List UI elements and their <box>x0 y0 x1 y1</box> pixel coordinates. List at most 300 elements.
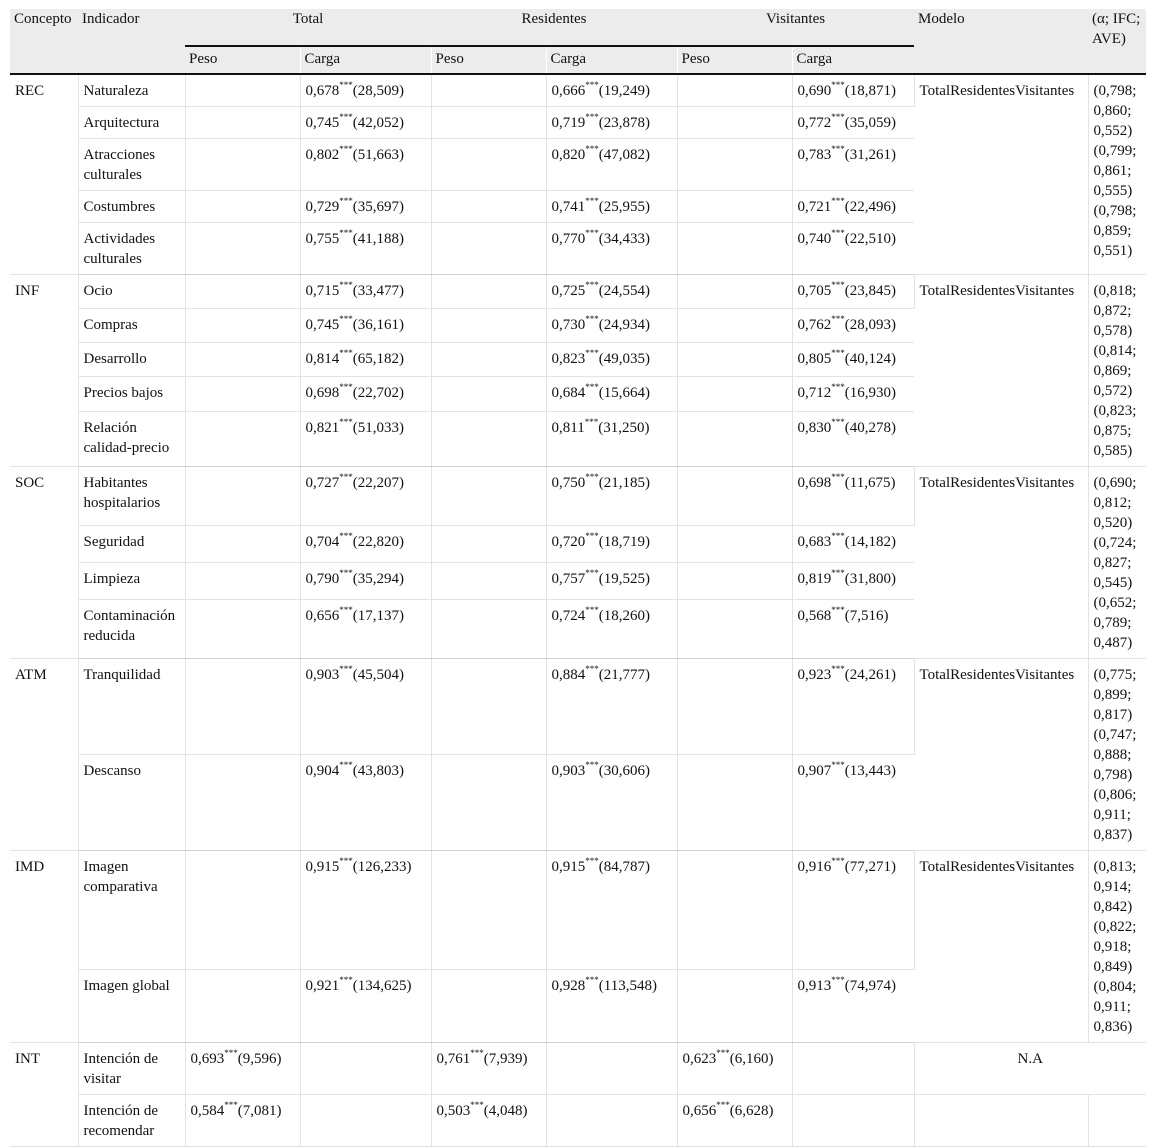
visitantes-carga-cell <box>792 411 914 467</box>
t-value: (34,433) <box>598 231 651 247</box>
significance-mark: *** <box>585 280 599 290</box>
indicator-cell: Atracciones culturales <box>78 139 185 191</box>
significance-mark: *** <box>585 567 599 578</box>
t-value: (23,845) <box>844 283 897 299</box>
loading-value: 0,821 <box>305 419 340 436</box>
residentes-carga-cell <box>546 139 677 191</box>
visitantes-peso-cell <box>677 562 792 599</box>
stats-cell <box>1088 1095 1146 1147</box>
visitantes-peso-cell <box>677 1043 792 1095</box>
significance-mark: *** <box>339 472 353 482</box>
visitantes-carga-cell <box>792 526 914 563</box>
t-value: (21,777) <box>598 667 651 683</box>
stats-cell: (0,813; 0,914; 0,842) (0,822; 0,918; 0,849) (0,804; 0,911; 0,836) <box>1088 851 1146 1043</box>
loading-value: 0,727 <box>305 475 340 491</box>
t-value: (40,124) <box>844 351 897 368</box>
t-value: (6,160) <box>729 1051 774 1067</box>
total-peso-cell <box>185 191 300 223</box>
residentes-peso-cell <box>431 467 546 526</box>
total-carga-cell <box>300 139 431 191</box>
t-value: (51,033) <box>352 419 404 436</box>
visitantes-peso-cell <box>677 851 792 970</box>
indicator-cell: Relación calidad-precio <box>78 411 185 467</box>
significance-mark: *** <box>339 196 353 206</box>
indicator-cell: Habitantes hospitalarios <box>78 467 185 526</box>
loading-value: 0,916 <box>797 859 832 875</box>
loading-value: 0,656 <box>682 1103 717 1119</box>
stats-cell: (0,798; 0,860; 0,552) (0,799; 0,861; 0,555) (0,798; 0,859; 0,551) <box>1088 74 1146 275</box>
loading-value: 0,729 <box>305 199 340 215</box>
table-row <box>10 659 1146 755</box>
loading-value: 0,745 <box>305 115 340 131</box>
significance-mark: *** <box>716 1100 730 1110</box>
residentes-carga-cell <box>546 107 677 139</box>
significance-mark: *** <box>339 228 353 238</box>
residentes-peso-cell <box>431 1043 546 1095</box>
visitantes-peso-cell <box>677 343 792 377</box>
total-carga-cell <box>300 309 431 343</box>
t-value: (49,035) <box>598 351 651 368</box>
total-peso-cell <box>185 526 300 563</box>
residentes-carga-cell <box>546 74 677 107</box>
t-value: (25,955) <box>598 199 651 215</box>
table-row <box>10 275 1146 309</box>
na-cell: N.A <box>914 1043 1146 1095</box>
significance-mark: *** <box>339 80 353 90</box>
table-header <box>10 9 1146 74</box>
total-peso-cell <box>185 107 300 139</box>
loading-value: 0,693 <box>190 1051 225 1067</box>
significance-mark: *** <box>339 664 353 674</box>
t-value: (31,250) <box>598 419 650 436</box>
visitantes-carga-cell <box>792 309 914 343</box>
significance-mark: *** <box>831 567 845 578</box>
total-peso-cell <box>185 851 300 970</box>
significance-mark: *** <box>585 314 599 325</box>
visitantes-peso-cell <box>677 467 792 526</box>
significance-mark: *** <box>831 112 845 122</box>
total-peso-cell <box>185 969 300 1042</box>
t-value: (36,161) <box>352 317 404 334</box>
loading-value: 0,724 <box>551 607 586 624</box>
visitantes-peso-cell <box>677 139 792 191</box>
total-carga-cell <box>300 1095 431 1147</box>
t-value: (22,510) <box>844 231 897 247</box>
residentes-carga-cell <box>546 599 677 658</box>
concept-cell: ATM <box>10 659 78 851</box>
loading-value: 0,715 <box>305 283 340 299</box>
t-value: (28,093) <box>844 317 897 334</box>
t-value: (43,803) <box>352 763 404 779</box>
residentes-peso-cell <box>431 851 546 970</box>
modelo-cell: TotalResidentesVisitantes <box>914 275 1088 467</box>
significance-mark: *** <box>831 531 845 542</box>
t-value: (77,271) <box>844 859 897 875</box>
t-value: (13,443) <box>844 763 897 779</box>
t-value: (40,278) <box>844 419 897 436</box>
significance-mark: *** <box>585 856 599 866</box>
visitantes-carga-cell <box>792 599 914 658</box>
indicator-cell: Limpieza <box>78 562 185 599</box>
significance-mark: *** <box>831 382 845 393</box>
loading-value: 0,730 <box>551 317 586 334</box>
loading-value: 0,923 <box>797 667 832 683</box>
significance-mark: *** <box>585 348 599 359</box>
t-value: (18,719) <box>598 534 651 551</box>
significance-mark: *** <box>339 348 353 359</box>
residentes-carga-cell <box>546 851 677 970</box>
loading-value: 0,755 <box>305 231 340 247</box>
modelo-cell: TotalResidentesVisitantes <box>914 467 1088 659</box>
t-value: (7,081) <box>237 1103 282 1119</box>
t-value: (6,628) <box>729 1103 774 1119</box>
significance-mark: *** <box>831 472 845 482</box>
total-carga-cell <box>300 599 431 658</box>
significance-mark: *** <box>339 567 353 578</box>
modelo-cell: TotalResidentesVisitantes <box>914 659 1088 851</box>
t-value: (134,625) <box>352 977 412 994</box>
visitantes-peso-cell <box>677 526 792 563</box>
header-residentes-peso: Peso <box>431 46 546 74</box>
loading-value: 0,772 <box>797 115 832 131</box>
indicator-cell: Ocio <box>78 275 185 309</box>
concept-cell: SOC <box>10 467 78 659</box>
stats-cell: (0,690; 0,812; 0,520) (0,724; 0,827; 0,545) (0,652; 0,789; 0,487) <box>1088 467 1146 659</box>
t-value: (19,525) <box>598 570 651 587</box>
t-value: (65,182) <box>352 351 404 368</box>
loading-value: 0,712 <box>797 385 832 402</box>
residentes-peso-cell <box>431 411 546 467</box>
table-row <box>10 74 1146 107</box>
header-visitantes: Visitantes <box>677 9 914 46</box>
loading-value: 0,928 <box>551 977 586 994</box>
visitantes-peso-cell <box>677 107 792 139</box>
loading-value: 0,684 <box>551 385 586 402</box>
significance-mark: *** <box>831 228 845 238</box>
loading-value: 0,698 <box>797 475 832 491</box>
t-value: (22,820) <box>352 534 404 551</box>
visitantes-carga-cell <box>792 562 914 599</box>
visitantes-carga-cell <box>792 969 914 1042</box>
t-value: (15,664) <box>598 385 651 402</box>
header-residentes: Residentes <box>431 9 677 46</box>
t-value: (24,554) <box>598 283 651 299</box>
residentes-carga-cell <box>546 275 677 309</box>
residentes-peso-cell <box>431 139 546 191</box>
loading-value: 0,762 <box>797 317 832 334</box>
residentes-carga-cell <box>546 309 677 343</box>
significance-mark: *** <box>339 382 353 393</box>
t-value: (9,596) <box>237 1051 282 1067</box>
significance-mark: *** <box>831 196 845 206</box>
indicator-cell: Compras <box>78 309 185 343</box>
modelo-cell: TotalResidentesVisitantes <box>914 851 1088 1043</box>
loading-value: 0,823 <box>551 351 586 368</box>
indicator-cell: Seguridad <box>78 526 185 563</box>
loading-value: 0,915 <box>305 859 340 875</box>
concept-cell: INT <box>10 1043 78 1147</box>
significance-mark: *** <box>585 144 599 154</box>
loading-value: 0,720 <box>551 534 586 551</box>
visitantes-peso-cell <box>677 1095 792 1147</box>
visitantes-peso-cell <box>677 275 792 309</box>
residentes-peso-cell <box>431 1095 546 1147</box>
loading-value: 0,802 <box>305 147 340 163</box>
significance-mark: *** <box>585 112 599 122</box>
visitantes-carga-cell <box>792 343 914 377</box>
residentes-peso-cell <box>431 599 546 658</box>
significance-mark: *** <box>831 856 845 866</box>
total-peso-cell <box>185 139 300 191</box>
loading-value: 0,719 <box>551 115 586 131</box>
indicator-cell: Descanso <box>78 755 185 851</box>
t-value: (24,934) <box>598 317 651 334</box>
total-peso-cell <box>185 1095 300 1147</box>
total-peso-cell <box>185 275 300 309</box>
visitantes-carga-cell <box>792 659 914 755</box>
concept-cell: REC <box>10 74 78 275</box>
significance-mark: *** <box>831 348 845 359</box>
total-peso-cell <box>185 599 300 658</box>
header-visitantes-carga: Carga <box>792 46 914 74</box>
t-value: (24,261) <box>844 667 897 683</box>
residentes-carga-cell <box>546 526 677 563</box>
t-value: (51,663) <box>352 147 404 163</box>
loading-value: 0,678 <box>305 83 340 99</box>
loading-value: 0,770 <box>551 231 586 247</box>
significance-mark: *** <box>339 760 353 770</box>
t-value: (113,548) <box>598 977 657 994</box>
indicator-cell: Tranquilidad <box>78 659 185 755</box>
residentes-carga-cell <box>546 191 677 223</box>
significance-mark: *** <box>585 760 599 770</box>
significance-mark: *** <box>585 472 599 482</box>
residentes-carga-cell <box>546 411 677 467</box>
loading-value: 0,656 <box>305 607 340 624</box>
t-value: (22,207) <box>352 475 404 491</box>
visitantes-carga-cell <box>792 755 914 851</box>
significance-mark: *** <box>585 382 599 393</box>
loadings-table <box>10 9 1146 1147</box>
concept-cell: INF <box>10 275 78 467</box>
total-peso-cell <box>185 411 300 467</box>
indicator-cell: Imagen global <box>78 969 185 1042</box>
loading-value: 0,704 <box>305 534 340 551</box>
total-carga-cell <box>300 526 431 563</box>
loading-value: 0,913 <box>797 977 832 994</box>
significance-mark: *** <box>339 280 353 290</box>
t-value: (126,233) <box>352 859 412 875</box>
indicator-cell: Desarrollo <box>78 343 185 377</box>
total-carga-cell <box>300 107 431 139</box>
significance-mark: *** <box>339 416 353 427</box>
total-carga-cell <box>300 275 431 309</box>
significance-mark: *** <box>831 314 845 325</box>
loading-value: 0,814 <box>305 351 340 368</box>
significance-mark: *** <box>585 228 599 238</box>
t-value: (35,059) <box>844 115 897 131</box>
header-total: Total <box>185 9 431 46</box>
significance-mark: *** <box>831 416 845 427</box>
loading-value: 0,721 <box>797 199 832 215</box>
t-value: (17,137) <box>352 607 404 624</box>
table-row <box>10 851 1146 970</box>
significance-mark: *** <box>339 314 353 325</box>
residentes-carga-cell <box>546 969 677 1042</box>
loading-value: 0,805 <box>797 351 832 368</box>
t-value: (33,477) <box>352 283 404 299</box>
total-peso-cell <box>185 659 300 755</box>
total-carga-cell <box>300 755 431 851</box>
loading-value: 0,584 <box>190 1103 225 1119</box>
t-value: (19,249) <box>598 83 651 99</box>
visitantes-peso-cell <box>677 223 792 275</box>
loading-value: 0,741 <box>551 199 586 215</box>
loading-value: 0,790 <box>305 570 340 587</box>
header-modelo: Modelo <box>914 9 1088 74</box>
header-concepto: Concepto <box>10 9 78 74</box>
significance-mark: *** <box>224 1100 238 1110</box>
loading-value: 0,757 <box>551 570 586 587</box>
total-carga-cell <box>300 411 431 467</box>
significance-mark: *** <box>585 531 599 542</box>
visitantes-carga-cell <box>792 139 914 191</box>
visitantes-peso-cell <box>677 411 792 467</box>
significance-mark: *** <box>585 604 599 615</box>
significance-mark: *** <box>831 280 845 290</box>
indicator-cell: Imagen comparativa <box>78 851 185 970</box>
significance-mark: *** <box>831 144 845 154</box>
t-value: (16,930) <box>844 385 897 402</box>
visitantes-carga-cell <box>792 1043 914 1095</box>
t-value: (31,261) <box>844 147 897 163</box>
significance-mark: *** <box>585 196 599 206</box>
significance-mark: *** <box>339 604 353 615</box>
residentes-carga-cell <box>546 562 677 599</box>
significance-mark: *** <box>831 664 845 674</box>
t-value: (28,509) <box>352 83 404 99</box>
total-peso-cell <box>185 1043 300 1095</box>
table-row <box>10 1043 1146 1095</box>
loading-value: 0,745 <box>305 317 340 334</box>
visitantes-peso-cell <box>677 309 792 343</box>
residentes-carga-cell <box>546 223 677 275</box>
residentes-peso-cell <box>431 275 546 309</box>
header-total-peso: Peso <box>185 46 300 74</box>
loading-value: 0,698 <box>305 385 340 402</box>
loading-value: 0,683 <box>797 534 832 551</box>
loading-value: 0,623 <box>682 1051 717 1067</box>
significance-mark: *** <box>585 80 599 90</box>
residentes-carga-cell <box>546 755 677 851</box>
t-value: (21,185) <box>598 475 651 491</box>
indicator-cell: Actividades culturales <box>78 223 185 275</box>
loading-value: 0,915 <box>551 859 586 875</box>
total-carga-cell <box>300 1043 431 1095</box>
indicator-cell: Intención de recomendar <box>78 1095 185 1147</box>
total-carga-cell <box>300 467 431 526</box>
residentes-peso-cell <box>431 343 546 377</box>
residentes-peso-cell <box>431 191 546 223</box>
significance-mark: *** <box>716 1048 730 1058</box>
visitantes-carga-cell <box>792 851 914 970</box>
loading-value: 0,568 <box>797 607 832 624</box>
visitantes-carga-cell <box>792 467 914 526</box>
significance-mark: *** <box>470 1100 484 1110</box>
header-residentes-carga: Carga <box>546 46 677 74</box>
loading-value: 0,819 <box>797 570 832 587</box>
t-value: (22,702) <box>352 385 404 402</box>
header-stats: (α; IFC; AVE) <box>1088 9 1146 74</box>
t-value: (18,871) <box>844 83 897 99</box>
loading-value: 0,750 <box>551 475 586 491</box>
significance-mark: *** <box>339 856 353 866</box>
loading-value: 0,783 <box>797 147 832 163</box>
significance-mark: *** <box>224 1048 238 1058</box>
loading-value: 0,811 <box>551 419 585 436</box>
indicator-cell: Naturaleza <box>78 74 185 107</box>
t-value: (84,787) <box>598 859 651 875</box>
significance-mark: *** <box>339 112 353 122</box>
total-carga-cell <box>300 74 431 107</box>
table-row <box>10 467 1146 526</box>
indicator-cell: Intención de visitar <box>78 1043 185 1095</box>
visitantes-carga-cell <box>792 74 914 107</box>
total-peso-cell <box>185 309 300 343</box>
residentes-carga-cell <box>546 659 677 755</box>
t-value: (14,182) <box>844 534 897 551</box>
residentes-peso-cell <box>431 74 546 107</box>
loading-value: 0,884 <box>551 667 586 683</box>
t-value: (7,939) <box>483 1051 528 1067</box>
indicator-cell: Precios bajos <box>78 377 185 411</box>
residentes-carga-cell <box>546 467 677 526</box>
significance-mark: *** <box>470 1048 484 1058</box>
visitantes-peso-cell <box>677 191 792 223</box>
total-peso-cell <box>185 562 300 599</box>
loading-value: 0,921 <box>305 977 340 994</box>
t-value: (18,260) <box>598 607 651 624</box>
t-value: (35,294) <box>352 570 404 587</box>
significance-mark: *** <box>585 664 599 674</box>
total-peso-cell <box>185 755 300 851</box>
residentes-peso-cell <box>431 309 546 343</box>
residentes-peso-cell <box>431 969 546 1042</box>
loading-value: 0,690 <box>797 83 832 99</box>
total-carga-cell <box>300 851 431 970</box>
loading-value: 0,761 <box>436 1051 471 1067</box>
t-value: (41,188) <box>352 231 404 247</box>
total-carga-cell <box>300 377 431 411</box>
stats-cell: (0,775; 0,899; 0,817) (0,747; 0,888; 0,798) (0,806; 0,911; 0,837) <box>1088 659 1146 851</box>
indicator-cell: Contaminación reducida <box>78 599 185 658</box>
indicator-cell: Costumbres <box>78 191 185 223</box>
t-value: (23,878) <box>598 115 651 131</box>
residentes-carga-cell <box>546 1095 677 1147</box>
loading-value: 0,903 <box>305 667 340 683</box>
visitantes-peso-cell <box>677 969 792 1042</box>
header-indicador: Indicador <box>78 9 185 74</box>
residentes-peso-cell <box>431 659 546 755</box>
loading-value: 0,820 <box>551 147 586 163</box>
total-peso-cell <box>185 223 300 275</box>
visitantes-carga-cell <box>792 377 914 411</box>
visitantes-carga-cell <box>792 1095 914 1147</box>
visitantes-carga-cell <box>792 191 914 223</box>
visitantes-carga-cell <box>792 107 914 139</box>
significance-mark: *** <box>831 604 845 615</box>
significance-mark: *** <box>831 760 845 770</box>
